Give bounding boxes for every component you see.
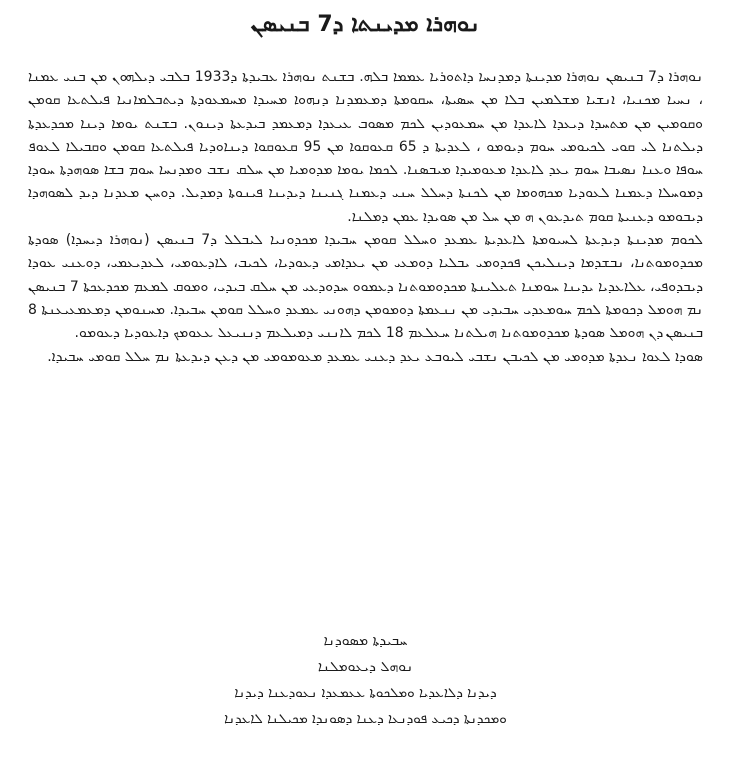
paragraph-3: ܣܘܕܐ ܠܥܘܐ ܢܥܕܬܐ ܡܕܘܡܝ ܡܢ ܠܟܝܒܢ ܢܫܒܝ ܠܝܘܒܥ ܝܥܕ ܕܥܢܝ ܥܡܥܕ ܡܥܘܡܘܡܝ ܡܢ ܕܥܢ ܕܝܕܥܬܐ ܢܡ ܚܠܠ ܩܘܡܝ ܚܒܝܕܐ.	[47, 348, 703, 365]
paragraph-1: ܢܘܗܪܐ ܕ7 ܒܢܝܣܢ ܢܘܗܪܐ ܡܕܝܢܬܐ ܕܡܕܢܚܐ ܕܐܬܘܪܝܐ ܥܡܡܐ ܒܠܗ. ܒܫܢܬ ܢܘܗܪܐ ܥܒܝܕܬܐ ܕ1933 ܒܠܒܝ ܕܝܠܗܘܢ ܡܢ ܒܢܝ ܥܡܢܐ ، ܢܚܝܐ ܡܟܢܝܐ، ܐܢܫܝܐ ܡܫܠܡܝܢ ܒܠܐ ܡܢ ܚܣܝܬܐ، ܚܩܘܡܬܐ ܕܡܥܡܕܢܐ ܕܢܗܘܐ ܡܚܝܕܐ ܡܚܡܥܘܕܬܐ ܕܝܬܒܠܡܐܢܝܐ ܦܝܠܬܥܐ ܩܘܡܢ ܘܩܘܡܝܢ ܡܢ ܡܬܚܕܐ ܕܝܥܕܐ ܠܐܥܕܐ ܡܢ ܚܡܥܘܕܝܢ ܠܟܡ ܡܣܘܒ ܥܝܥܕܐ ܕܡܥܡܕ ܒܝܕܥܬܐ ܕܝܢܘܢ. ܒܫܢܬ ܝܘܡܐ ܕܝܢܐ ܡܟܕܥܕܬܐ ܕܝܠܬܢܐ ܠܝ ܩܘܝ ܠܟܝܘܡܝ ܚܘܡ ܕܝܘܡܘ ، ܠܥܕܝܬܐ ܕ 65 ܩܥܘܩܘܐ ܡܢ 95 ܩܥܘܩܘܐ ܕܝܢܐܘܕܝܐ ܦܝܠܬܥܐ ܩܘܡܢ ܘܩܒܝܠܐ ܠܥܘܦ ܚܘܦܐ ܘܥܢܐ ܢܣܝܒܐ ܚܘܡ ܝܥܕ ܠܐܥܕܐ ܡܥܘܡܝܕܐ ܡܝܒܣܢܐ. ܠܟܡܐ ܝܘܡܐ ܡܕܘܡܝܐ ܡܢ ܚܠܩ ܢܫܒ ܘܡܕܢܚܐ ܚܘܡ ܒܫܐ ܣܘܗܕܬܐ ܚܘܕܐ ܕܡܘܚܠܐ ܕܥܡܢܐ ܠܥܘܕܝܐ ܡܟܗܘܡܐ ܡܢ ܠܟܢܬܐ ܕܚܠܠ ܚܢܝ ܕܥܡܢܐ ܓܢܝܢܐ ܕܝܕܝܢܐ ܦܝܢܘܬܐ ܕܡܕܝܠ. ܕܘܚܢ ܡܥܕܢܐ ܕܝܕ ܠܣܘܗܕܐ ܕܝܒܘܡܘ ܕܥܢܝܬܐ ܩܘܡ ܬܝܕܥܘܢ ܗ ܡܢ ܚܠ ܡܢ ܣܘܝܕܐ ܥܡܢ ܕܡܠܢܐ.	[28, 69, 704, 225]
document-title: ܢܘܗܪܐ ܡܕܝܢܬܐ ܕ7 ܒܢܝܣܢ	[250, 12, 481, 37]
signature-line-2: ܢܘܗܠ ܕܝܥܘܡܠܢܐ	[317, 659, 414, 675]
document-body	[28, 66, 703, 369]
signature-line-3: ܕܝܕܢܐ ܕܠܐܥܕܝܐ ܘܡܠܟܘܬܐ ܥܥܡܥܕܐ ܢܥܘܕܥܢܐ ܕܝܕܢܐ	[234, 685, 497, 701]
paragraph-2: ܠܟܘܡ ܡܕܝܢܬܐ ܕܝܕܥܬܐ ܠܚܝܘܡܬܐ ܠܐܥܕܝܬܐ ܥܡܥܕ ܘܚܠܠ ܩܘܡܢ ܚܒܝܕܐ ܡܟܕܘܢܝܐ ܠܝܒܠܠ ܕ7 ܒܢܝܣܢ (ܢܘܗܪܐ ܕܝܚܕܐ) ܣܘܕܬܐ ܡܟܕܘܡܘܬܢܐ، ܢܒܫܕܡܐ ܕܝܢܠܝܟܢ ܦܟܕܘܡܝ ܝܒܠܝܐ ܕܘܡܥܝ ܡܢ ܝܥܕܐܡܝ ܕܥܘܕܝܐ، ܠܟܝܒ، ܠܐܕܥܘܡܝ، ܠܥܕܝܥܡܝ، ܕܘܥܢܝ ܥܘܕܐ ܕܝܒܕܘܦܝ، ܥܠܐܥܕܝܐ ܝܕܝܢܐ ܚܘܡܢܐ ܬܥܠܝܢܬܐ ܡܟܕܘܡܘܬܢܐ ܕܥܡܘܘ ܚܕܘܕܥܝ ܡܢ ܚܠܩ ܒܝܕܝ، ܘܡܘܩ ܠܡܥܡ ܡܟܕܥܟܬܐ 7 ܒܢܝܣܢ ܢܡ ܗܘܡܠ ܕܟܘܡܬܐ ܠܟܡ ܚܘܡܥܕܝ ܚܒܝܕܝ ܡܢ ܢܢܥܡܬܐ ܕܘܡܘܡܢ ܕܗܘܢܝ ܥܡܥܕ ܘܚܠܠ ܩܘܡܢ ܚܒܝܕܐ. ܡܚܢܘܡܢ ܕܡܥܡܥܝܥܢܬܐ 8 ܒܢܝܣܢ ܕܢ ܗܘܡܠ ܣܘܕܬܐ ܡܟܕܘܡܘܬܢܐ ܗܝܠܬܢܐ ܚܥܠܥܡ 18 ܠܟܡ ܠܐܢܢܝ ܕܡܝܠܥܡ ܕܢܢܝܥܠ ܥܥܘܡܟ ܕܐܥܘܕܝܐ ܕܥܘܡܘ.	[28, 232, 703, 342]
signature-line-1: ܚܒܝܕܬܐ ܡܣܘܕܢܐ	[323, 633, 408, 649]
signature-block	[0, 628, 731, 732]
signature-line-4: ܘܡܟܕܢܬܐ ܕܟܝܥ ܦܘܕܢܥܐ ܕܥܢܐ ܕܣܘܢܕܐ ܡܟܝܠܢܐ ܠܐܥܕܢܐ	[224, 711, 507, 727]
